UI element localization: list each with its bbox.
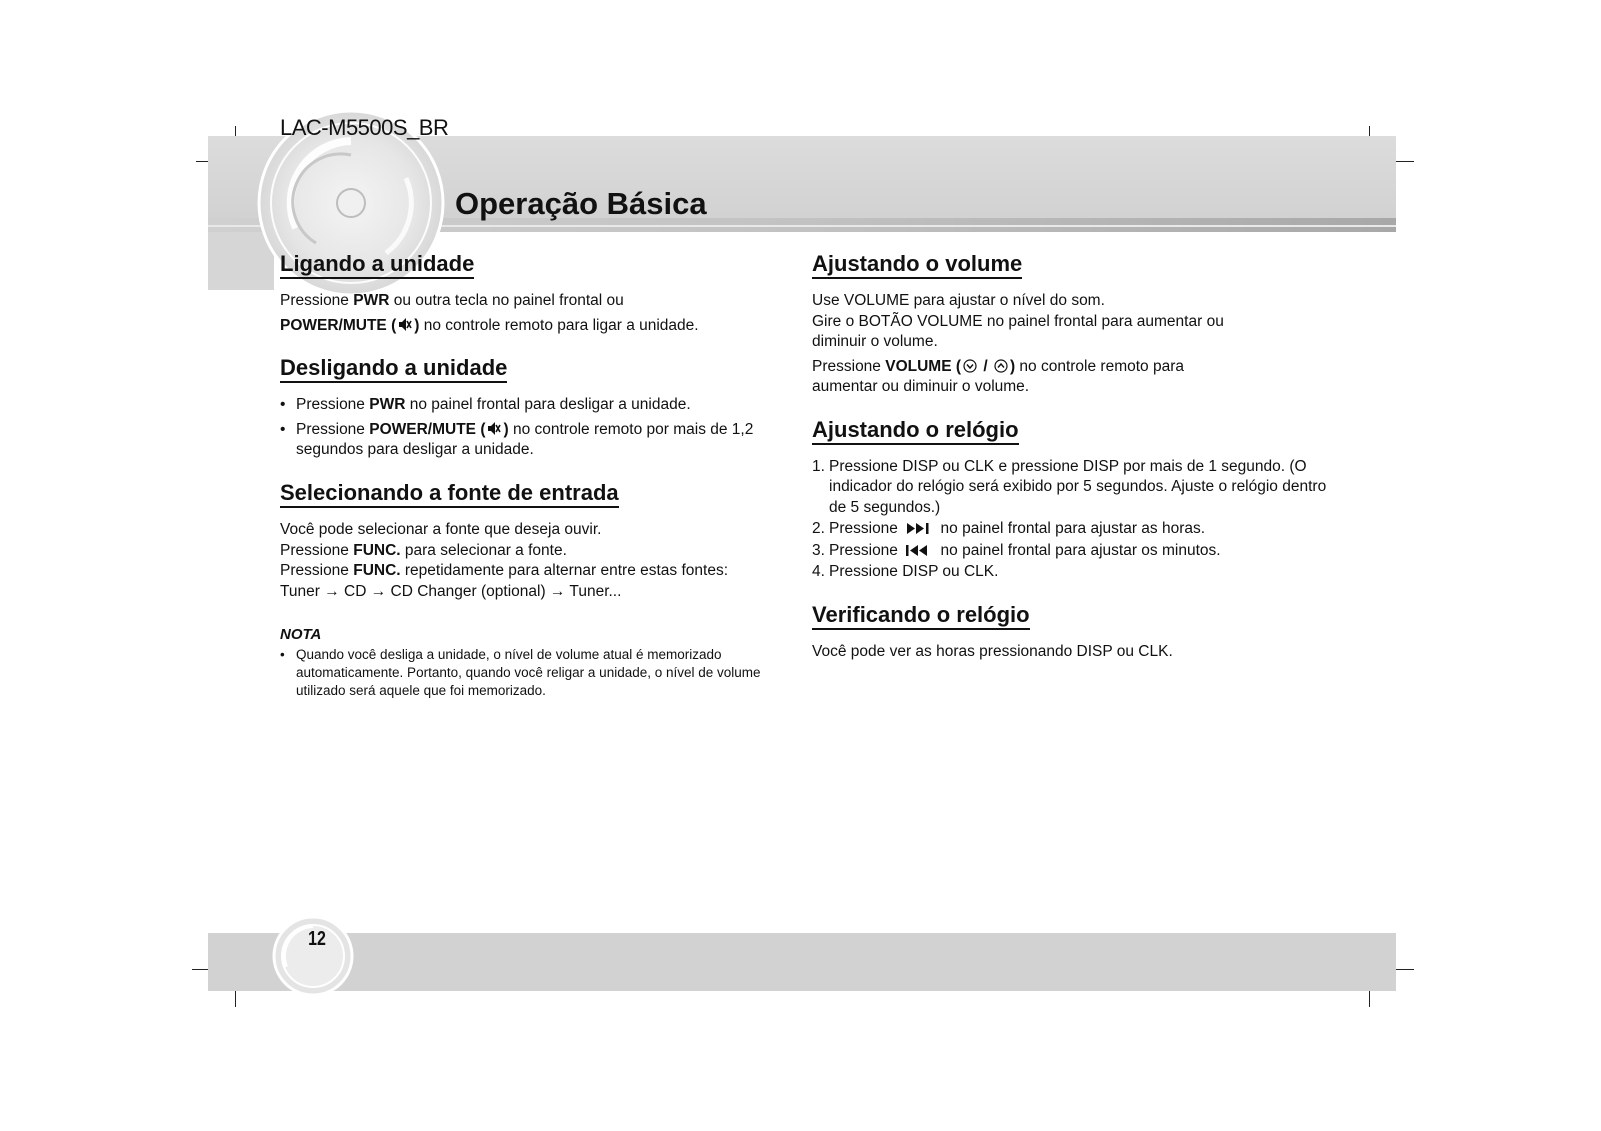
section-heading: Verificando o relógio — [812, 603, 1030, 630]
section-fonte — [280, 481, 800, 602]
skip-forward-icon — [904, 522, 934, 535]
section-desligando — [280, 356, 800, 461]
list-item — [812, 519, 1332, 540]
text: no painel frontal para desligar a unidade. — [405, 396, 691, 414]
text: Pressione — [296, 396, 370, 414]
bullet-list — [280, 395, 800, 461]
text: no painel frontal para ajustar os minutos. — [936, 541, 1221, 559]
text: Pressione — [812, 357, 886, 375]
text: Pressione — [296, 420, 370, 438]
key-label: ) — [414, 316, 420, 334]
note-list — [280, 646, 800, 700]
volume-down-icon — [963, 359, 977, 373]
key-label: PWR — [353, 292, 390, 310]
paragraph: Tuner → CD → CD Changer (optional) → Tuner... — [280, 582, 622, 600]
note-title: NOTA — [280, 626, 322, 644]
paragraph: Você pode ver as horas pressionando DISP ou CLK. — [812, 643, 1173, 661]
page-title: Operação Básica — [455, 186, 707, 221]
key-label: FUNC. — [353, 562, 401, 580]
paragraph: Use VOLUME para ajustar o nível do som. — [812, 292, 1105, 310]
numbered-list — [812, 457, 1332, 583]
text: Pressione DISP ou CLK. — [829, 563, 999, 581]
list-item — [812, 541, 1332, 562]
key-label: FUNC. — [353, 541, 401, 559]
text: Pressione — [829, 541, 903, 559]
section-heading: Ligando a unidade — [280, 252, 474, 279]
text: no controle remoto por mais de 1,2 segundos para desligar a unidade. — [296, 420, 754, 459]
section-relogio — [812, 418, 1332, 583]
paragraph: Gire o BOTÃO VOLUME no painel frontal para aumentar ou diminuir o volume. — [812, 312, 1224, 351]
key-label: ) — [503, 420, 509, 438]
right-column — [812, 252, 1332, 683]
section-volume — [812, 252, 1332, 398]
list-item — [812, 562, 1332, 583]
text: Pressione — [280, 292, 354, 310]
key-label: PWR — [369, 396, 406, 414]
key-label: POWER/MUTE ( — [280, 316, 397, 334]
key-label: VOLUME ( — [885, 357, 962, 375]
text: no painel frontal para ajustar as horas. — [936, 520, 1206, 538]
paragraph — [280, 561, 800, 582]
list-item — [812, 457, 1332, 519]
text: Pressione DISP ou CLK e pressione DISP por mais de 1 segundo. (O indicador do relógio será exibido por 5 segundos. Ajuste o relógio dentro de 5 segundos.) — [829, 457, 1327, 516]
mute-icon — [487, 421, 501, 436]
skip-back-icon — [904, 544, 934, 557]
text: no controle remoto para ligar a unidade. — [419, 316, 699, 334]
list-item — [280, 420, 800, 461]
section-ligando — [280, 252, 800, 336]
text: para selecionar a fonte. — [400, 541, 567, 559]
section-heading: Ajustando o relógio — [812, 418, 1019, 445]
section-heading: Ajustando o volume — [812, 252, 1022, 279]
text: Pressione — [280, 541, 354, 559]
paragraph — [280, 541, 800, 562]
left-column — [280, 252, 800, 700]
volume-up-icon — [994, 359, 1008, 373]
text: repetidamente para alternar entre estas fontes: — [400, 562, 729, 580]
text: Pressione — [829, 520, 903, 538]
key-label: POWER/MUTE ( — [369, 420, 486, 438]
step-number: 4. — [812, 563, 825, 581]
step-number: 3. — [812, 541, 825, 559]
section-heading: Selecionando a fonte de entrada — [280, 481, 619, 508]
step-number: 2. — [812, 520, 825, 538]
key-label: ) — [1009, 357, 1016, 375]
text: no controle remoto para aumentar ou diminuir o volume. — [812, 357, 1184, 396]
step-number: 1. — [812, 457, 825, 475]
paragraph: Você pode selecionar a fonte que deseja ouvir. — [280, 521, 602, 539]
paragraph — [280, 291, 800, 312]
separator: / — [979, 357, 992, 375]
footer-band — [208, 933, 1396, 991]
note-item: • Quando você desliga a unidade, o nível de volume atual é memorizado automaticamente. Portanto, quando você religar a unidade, o nível de volume utilizado será aquele que foi memorizado. — [280, 646, 800, 700]
list-item — [280, 395, 800, 416]
mute-icon — [398, 317, 412, 332]
section-heading: Desligando a unidade — [280, 356, 507, 383]
text: Pressione — [280, 562, 354, 580]
section-verificando — [812, 603, 1332, 663]
paragraph — [812, 357, 1252, 398]
document-code: LAC-M5500S_BR — [280, 115, 449, 140]
paragraph — [280, 316, 800, 337]
page-number: 12 — [308, 928, 326, 950]
text: ou outra tecla no painel frontal ou — [389, 292, 624, 310]
